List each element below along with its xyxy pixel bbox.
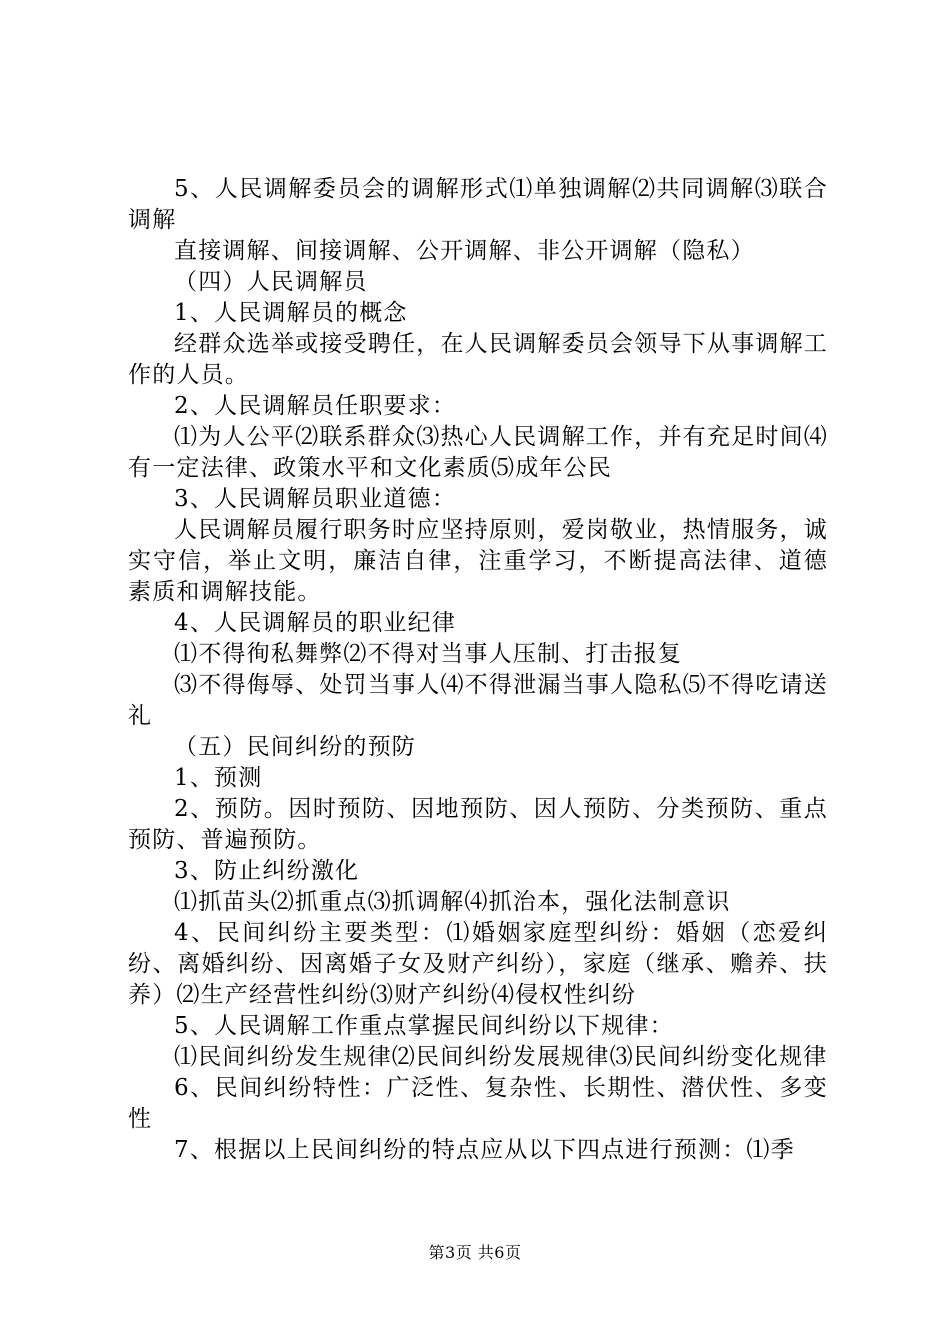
- paragraph-dispute-traits: 6、民间纠纷特性：广泛性、复杂性、长期性、潜伏性、多变性: [128, 1075, 828, 1132]
- paragraph-requirements: ⑴为人公平⑵联系群众⑶热心人民调解工作，并有充足时间⑷有一定法律、政策水平和文化素质⑸成年公民: [128, 424, 828, 481]
- section-heading-mediators: （四）人民调解员: [174, 269, 368, 295]
- paragraph-escalation-measures: ⑴抓苗头⑵抓重点⑶抓调解⑷抓治本，强化法制意识: [174, 889, 731, 915]
- paragraph-mediator-concept-heading: 1、人民调解员的概念: [174, 300, 408, 326]
- paragraph-discipline-heading: 4、人民调解员的职业纪律: [174, 610, 457, 636]
- document-body: [128, 174, 828, 1166]
- page-number-footer: 第3页 共6页: [428, 1243, 522, 1262]
- paragraph-prevention: 2、预防。因时预防、因地预防、因人预防、分类预防、重点预防、普遍预防。: [128, 796, 828, 853]
- paragraph-discipline-1: ⑴不得徇私舞弊⑵不得对当事人压制、打击报复: [174, 641, 683, 667]
- paragraph-requirements-heading: 2、人民调解员任职要求：: [174, 393, 457, 419]
- paragraph-ethics-heading: 3、人民调解员职业道德：: [174, 486, 457, 512]
- paragraph-prevent-escalation: 3、防止纠纷激化: [174, 858, 360, 884]
- paragraph-patterns-heading: 5、人民调解工作重点掌握民间纠纷以下规律：: [174, 1013, 674, 1039]
- paragraph-patterns: ⑴民间纠纷发生规律⑵民间纠纷发展规律⑶民间纠纷变化规律: [174, 1044, 828, 1070]
- paragraph-mediator-concept: 经群众选举或接受聘任，在人民调解委员会领导下从事调解工作的人员。: [128, 331, 828, 388]
- paragraph-dispute-types: 4、民间纠纷主要类型：⑴婚姻家庭型纠纷：婚姻（恋爱纠纷、离婚纠纷、因离婚子女及财产纠纷），家庭（继承、赡养、扶养）⑵生产经营性纠纷⑶财产纠纷⑷侵权性纠纷: [128, 920, 828, 1008]
- paragraph-mediation-forms: 5、人民调解委员会的调解形式⑴单独调解⑵共同调解⑶联合调解: [128, 176, 828, 233]
- paragraph-forecast: 1、预测: [174, 765, 263, 791]
- section-heading-prevention: （五）民间纠纷的预防: [174, 734, 416, 760]
- paragraph-ethics: 人民调解员履行职务时应坚持原则，爱岗敬业，热情服务，诚实守信，举止文明，廉洁自律，注重学习，不断提高法律、道德素质和调解技能。: [128, 517, 828, 605]
- paragraph-discipline-2: ⑶不得侮辱、处罚当事人⑷不得泄漏当事人隐私⑸不得吃请送礼: [128, 672, 828, 729]
- paragraph-forecast-points: 7、根据以上民间纠纷的特点应从以下四点进行预测：⑴季: [174, 1137, 795, 1163]
- paragraph-mediation-methods: 直接调解、间接调解、公开调解、非公开调解（隐私）: [174, 238, 755, 264]
